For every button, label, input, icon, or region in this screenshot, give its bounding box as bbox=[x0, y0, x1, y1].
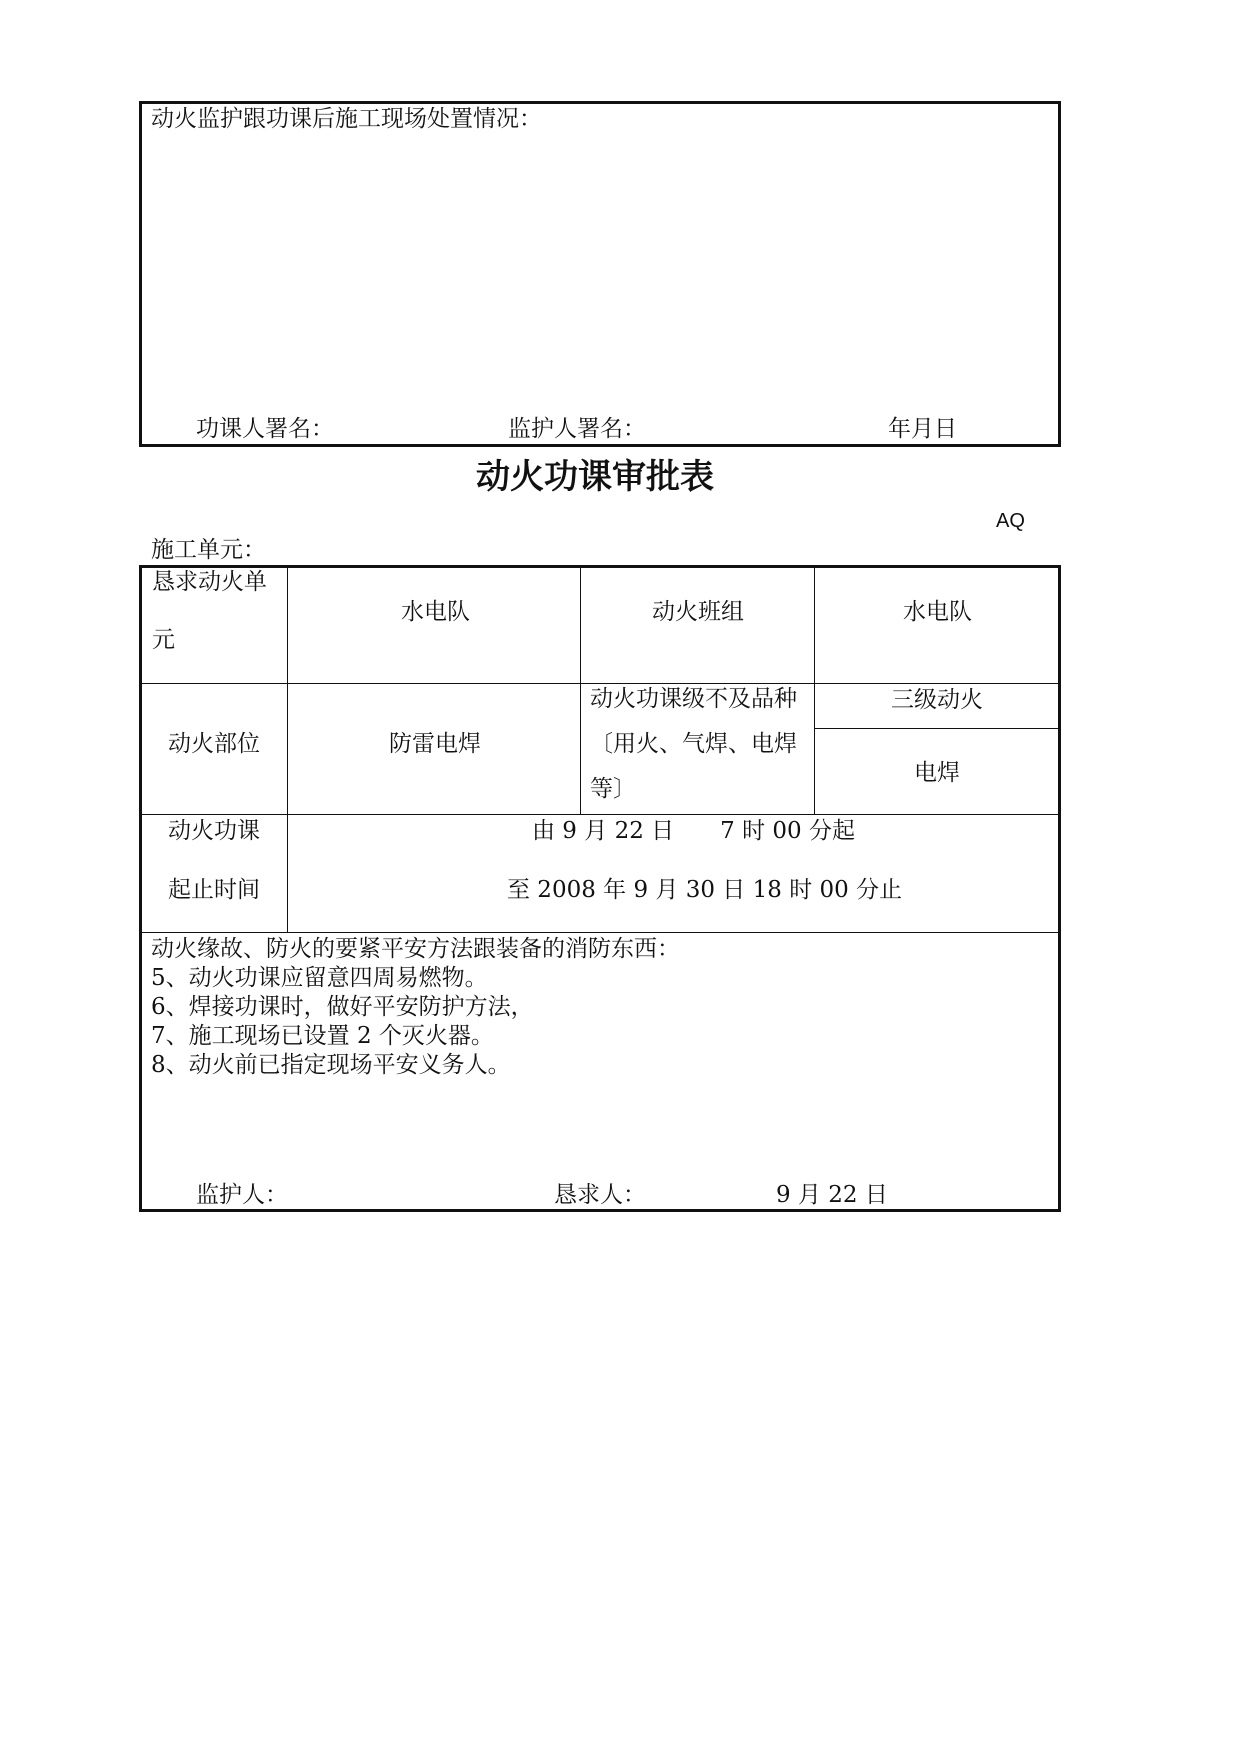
measures-date: 9 月 22 日 bbox=[776, 1182, 888, 1208]
level-label-line3: 等〕 bbox=[590, 776, 636, 802]
guardian-signature-label: 监护人署名： bbox=[508, 416, 646, 442]
applicant-unit-label-line2: 元 bbox=[152, 627, 175, 653]
col-divider-2 bbox=[580, 566, 581, 814]
post-work-handling-box bbox=[139, 101, 1061, 447]
time-start: 由 9 月 22 日 7 时 00 分起 bbox=[532, 818, 855, 844]
construction-unit-label: 施工单元： bbox=[151, 537, 266, 563]
location-value: 防雷电焊 bbox=[389, 731, 481, 757]
date-label: 年月日 bbox=[888, 416, 957, 442]
applicant-unit-label-line1: 恳求动火单 bbox=[152, 569, 267, 595]
measure-item: 8、动火前已指定现场平安义务人。 bbox=[151, 1052, 511, 1078]
post-work-heading: 动火监护跟功课后施工现场处置情况： bbox=[151, 106, 542, 132]
col-divider-3 bbox=[814, 566, 815, 814]
time-label-line2: 起止时间 bbox=[168, 877, 260, 903]
form-title: 动火功课审批表 bbox=[476, 457, 714, 497]
applicant-unit-value: 水电队 bbox=[401, 599, 470, 625]
guardian-label: 监护人： bbox=[196, 1182, 288, 1208]
crew-label: 动火班组 bbox=[652, 599, 744, 625]
worker-signature-label: 功课人署名： bbox=[196, 416, 334, 442]
level-label-line2: 〔用火、气焊、电焊 bbox=[590, 731, 797, 757]
col-divider-1 bbox=[287, 566, 288, 932]
time-end: 至 2008 年 9 月 30 日 18 时 00 分止 bbox=[507, 877, 903, 903]
measure-item: 5、动火功课应留意四周易燃物。 bbox=[151, 965, 488, 991]
form-code: AQ bbox=[996, 510, 1025, 532]
measure-item: 6、焊接功课时，做好平安防护方法， bbox=[151, 994, 534, 1020]
location-label: 动火部位 bbox=[168, 731, 260, 757]
row-divider-3 bbox=[140, 932, 1059, 933]
applicant-label: 恳求人： bbox=[554, 1182, 646, 1208]
crew-value: 水电队 bbox=[903, 599, 972, 625]
row-divider-level bbox=[814, 728, 1059, 729]
type-value: 电焊 bbox=[914, 760, 960, 786]
row-divider-2 bbox=[140, 814, 1059, 815]
level-label-line1: 动火功课级不及品种 bbox=[590, 686, 797, 712]
measure-item: 7、施工现场已设置 2 个灭火器。 bbox=[151, 1023, 494, 1049]
row-divider-1 bbox=[140, 683, 1059, 684]
measures-heading: 动火缘故、防火的要紧平安方法跟装备的消防东西： bbox=[151, 936, 680, 962]
level-value: 三级动火 bbox=[891, 687, 983, 713]
time-label-line1: 动火功课 bbox=[168, 818, 260, 844]
